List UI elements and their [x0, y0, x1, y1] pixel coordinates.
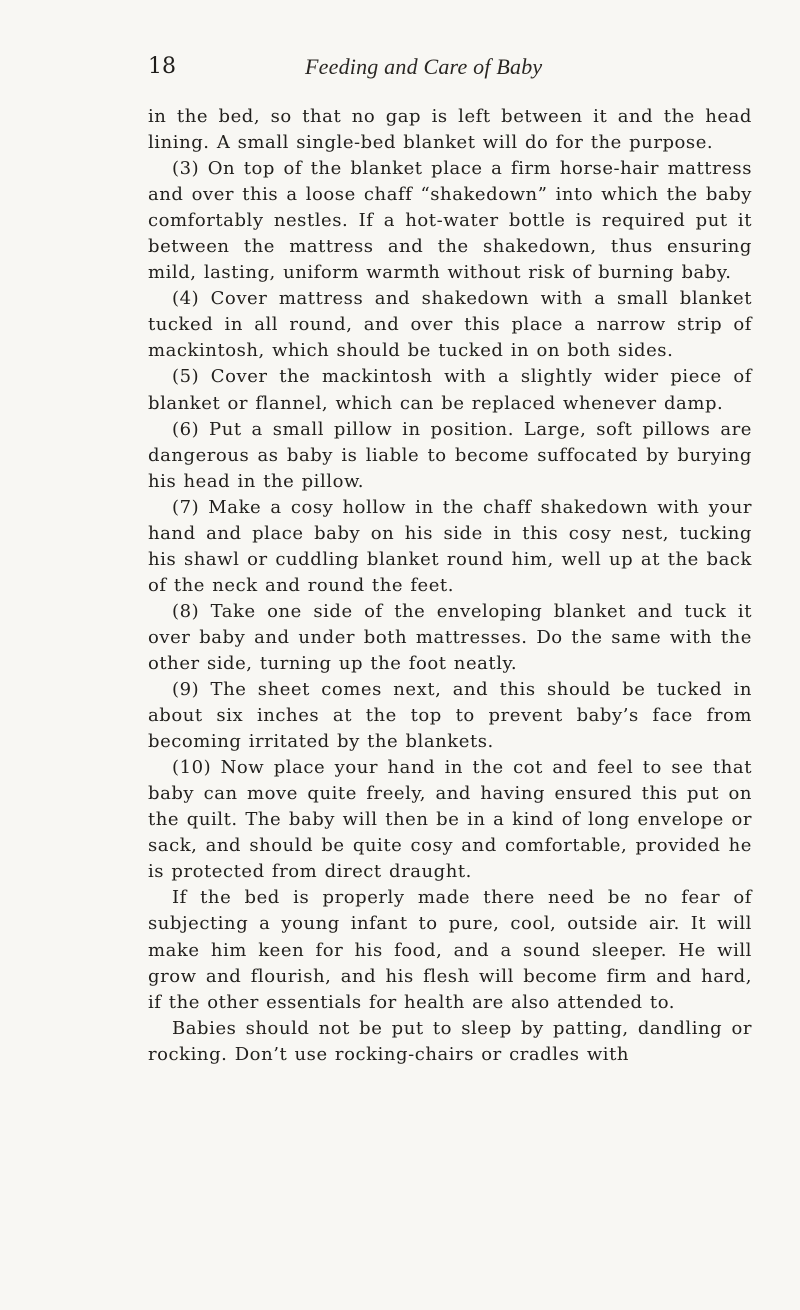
paragraph-continuation: in the bed, so that no gap is left between it and the head lining. A small single-bed blanket will do for the purpose.: [148, 106, 752, 154]
running-title: Feeding and Care of Baby: [305, 54, 543, 79]
paragraph-sleep-advice: Babies should not be put to sleep by patting, dandling or rocking. Don’t use rocking-chairs or cradles with: [148, 1017, 752, 1065]
paragraph-step-8: (8) Take one side of the enveloping blanket and tuck it over baby and under both mattresses. Do the same with the other side, turning up the foot neatly.: [148, 600, 752, 674]
paragraph-step-6: (6) Put a small pillow in position. Large, soft pillows are dangerous as baby is liable to become suffocated by burying his head in the pillow.: [148, 418, 752, 492]
paragraph-step-10: (10) Now place your hand in the cot and feel to see that baby can move quite freely, and having ensured this put on the quilt. The baby will then be in a kind of long envelope or sack, and should be quite cosy and comfortable, provided he is protected from direct draught.: [148, 757, 752, 883]
paragraph-bed-properly-made: If the bed is properly made there need be no fear of subjecting a young infant to pure, cool, outside air. It will make him keen for his food, and a sound sleeper. He will grow and flourish, and his flesh will become firm and hard, if the other essentials for health are also attended to.: [148, 887, 752, 1013]
running-head: [148, 50, 752, 84]
body-text: [148, 104, 752, 1068]
paragraph-step-7: (7) Make a cosy hollow in the chaff shakedown with your hand and place baby on his side in this cosy nest, tucking his shawl or cuddling blanket round him, well up at the back of the neck and round the feet.: [148, 496, 752, 596]
paragraph-step-5: (5) Cover the mackintosh with a slightly wider piece of blanket or flannel, which can be replaced whenever damp.: [148, 366, 752, 414]
page-number: 18: [148, 54, 176, 79]
paragraph-step-4: (4) Cover mattress and shakedown with a small blanket tucked in all round, and over this place a narrow strip of mackintosh, which should be tucked in on both sides.: [148, 288, 752, 362]
paragraph-step-9: (9) The sheet comes next, and this should be tucked in about six inches at the top to prevent baby’s face from becoming irritated by the blankets.: [148, 679, 752, 753]
paragraph-step-3: (3) On top of the blanket place a firm horse-hair mattress and over this a loose chaff “shakedown” into which the baby comfortably nestles. If a hot-water bottle is required put it between the mattress and the shakedown, thus ensuring mild, lasting, uniform warmth without risk of burning baby.: [148, 158, 752, 284]
